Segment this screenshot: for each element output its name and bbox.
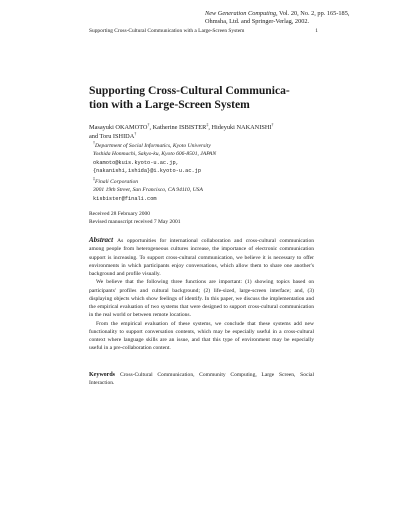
- running-head-title: Supporting Cross-Cultural Communication with a Large-Screen System: [89, 28, 245, 34]
- author-name: Masayuki OKAMOTO: [89, 124, 148, 131]
- affiliation-org: Finali Corporation: [95, 179, 139, 185]
- keywords: [89, 371, 314, 388]
- author-mark: †: [271, 121, 274, 127]
- abstract-paragraph: We believe that the following three functions are important: (1) showing topics based on participants' profiles and cultural background; (2) life-sized, large-screen interface; and, (3) displaying objects which show feelings of identify. In this paper, we discuss the implementation and the empirical evaluation of two systems that were designed to support cross-cultural communication in the real world or between remote locations.: [89, 279, 314, 319]
- revised-date: Revised manuscript received 7 May 2001: [89, 219, 181, 226]
- affiliation-finali: [93, 178, 323, 203]
- paper-title-line2: tion with a Large-Screen System: [89, 98, 250, 111]
- abstract-paragraph: From the empirical evaluation of these systems, we conclude that these systems add new functionality to support conversation contents, which may be especially useful in a cross-cultural context where language skills are an issue, and that this type of environment may be especially useful in a pre-collaboration content.: [89, 320, 314, 352]
- abstract-paragraph: As opportunities for international collaboration and cross-cultural communication among people from heterogeneous cultures increase, the importance of electronic communication support is increasing. To support cross-cultural communication, we believe it is necessary to offer environments in which participants enjoy conversations, which allow them to share one another's background and profile visually.: [89, 238, 314, 277]
- affiliation-kyoto: [93, 142, 323, 175]
- affiliation-dept: Department of Social Informatics, Kyoto University: [95, 143, 211, 149]
- publication-info: [205, 10, 395, 27]
- affiliation-address: 3001 19th Street, San Francisco, CA 94110, USA: [93, 187, 203, 194]
- abstract: [89, 236, 314, 353]
- manuscript-dates: [89, 210, 181, 227]
- page-number: 1: [315, 28, 318, 34]
- abstract-heading: Abstract: [89, 236, 114, 244]
- affiliation-email: {nakanishi,ishida}@i.kyoto-u.ac.jp: [93, 167, 202, 174]
- affiliation-address: Yoshida Honmachi, Sakyo-ku, Kyoto 606-8501, JAPAN: [93, 151, 217, 158]
- author-mark: †: [134, 130, 137, 136]
- affiliation-email: kisbister@finali.com: [93, 195, 157, 202]
- journal-name: New Generation Computing: [205, 10, 277, 17]
- author-name: , Katherine ISBISTER: [149, 124, 207, 131]
- keywords-heading: Keywords: [89, 372, 115, 378]
- author-mark: †: [147, 121, 150, 127]
- author-list: [89, 123, 329, 141]
- received-date: Received 28 February 2000: [89, 211, 150, 217]
- publisher-line: Ohmsha, Ltd. and Springer-Verlag, 2002.: [205, 18, 310, 26]
- affiliation-mark: †: [93, 140, 95, 146]
- affiliation-email: okamoto@kuis.kyoto-u.ac.jp,: [93, 159, 179, 166]
- author-name: and Toru ISHIDA: [89, 133, 135, 140]
- paper-title-line1: Supporting Cross-Cultural Communica-: [89, 84, 290, 97]
- author-mark: ‡: [206, 121, 209, 127]
- journal-volume: , Vol. 20, No. 2, pp. 165-185,: [276, 10, 350, 17]
- paper-title: [89, 84, 329, 112]
- keywords-text: Cross-Cultural Communication, Community Computing, Large Screen, Social Interaction.: [89, 372, 314, 387]
- affiliation-mark: ‡: [93, 176, 95, 182]
- author-name: , Hideyuki NAKANISHI: [208, 124, 272, 131]
- running-head: [89, 28, 318, 35]
